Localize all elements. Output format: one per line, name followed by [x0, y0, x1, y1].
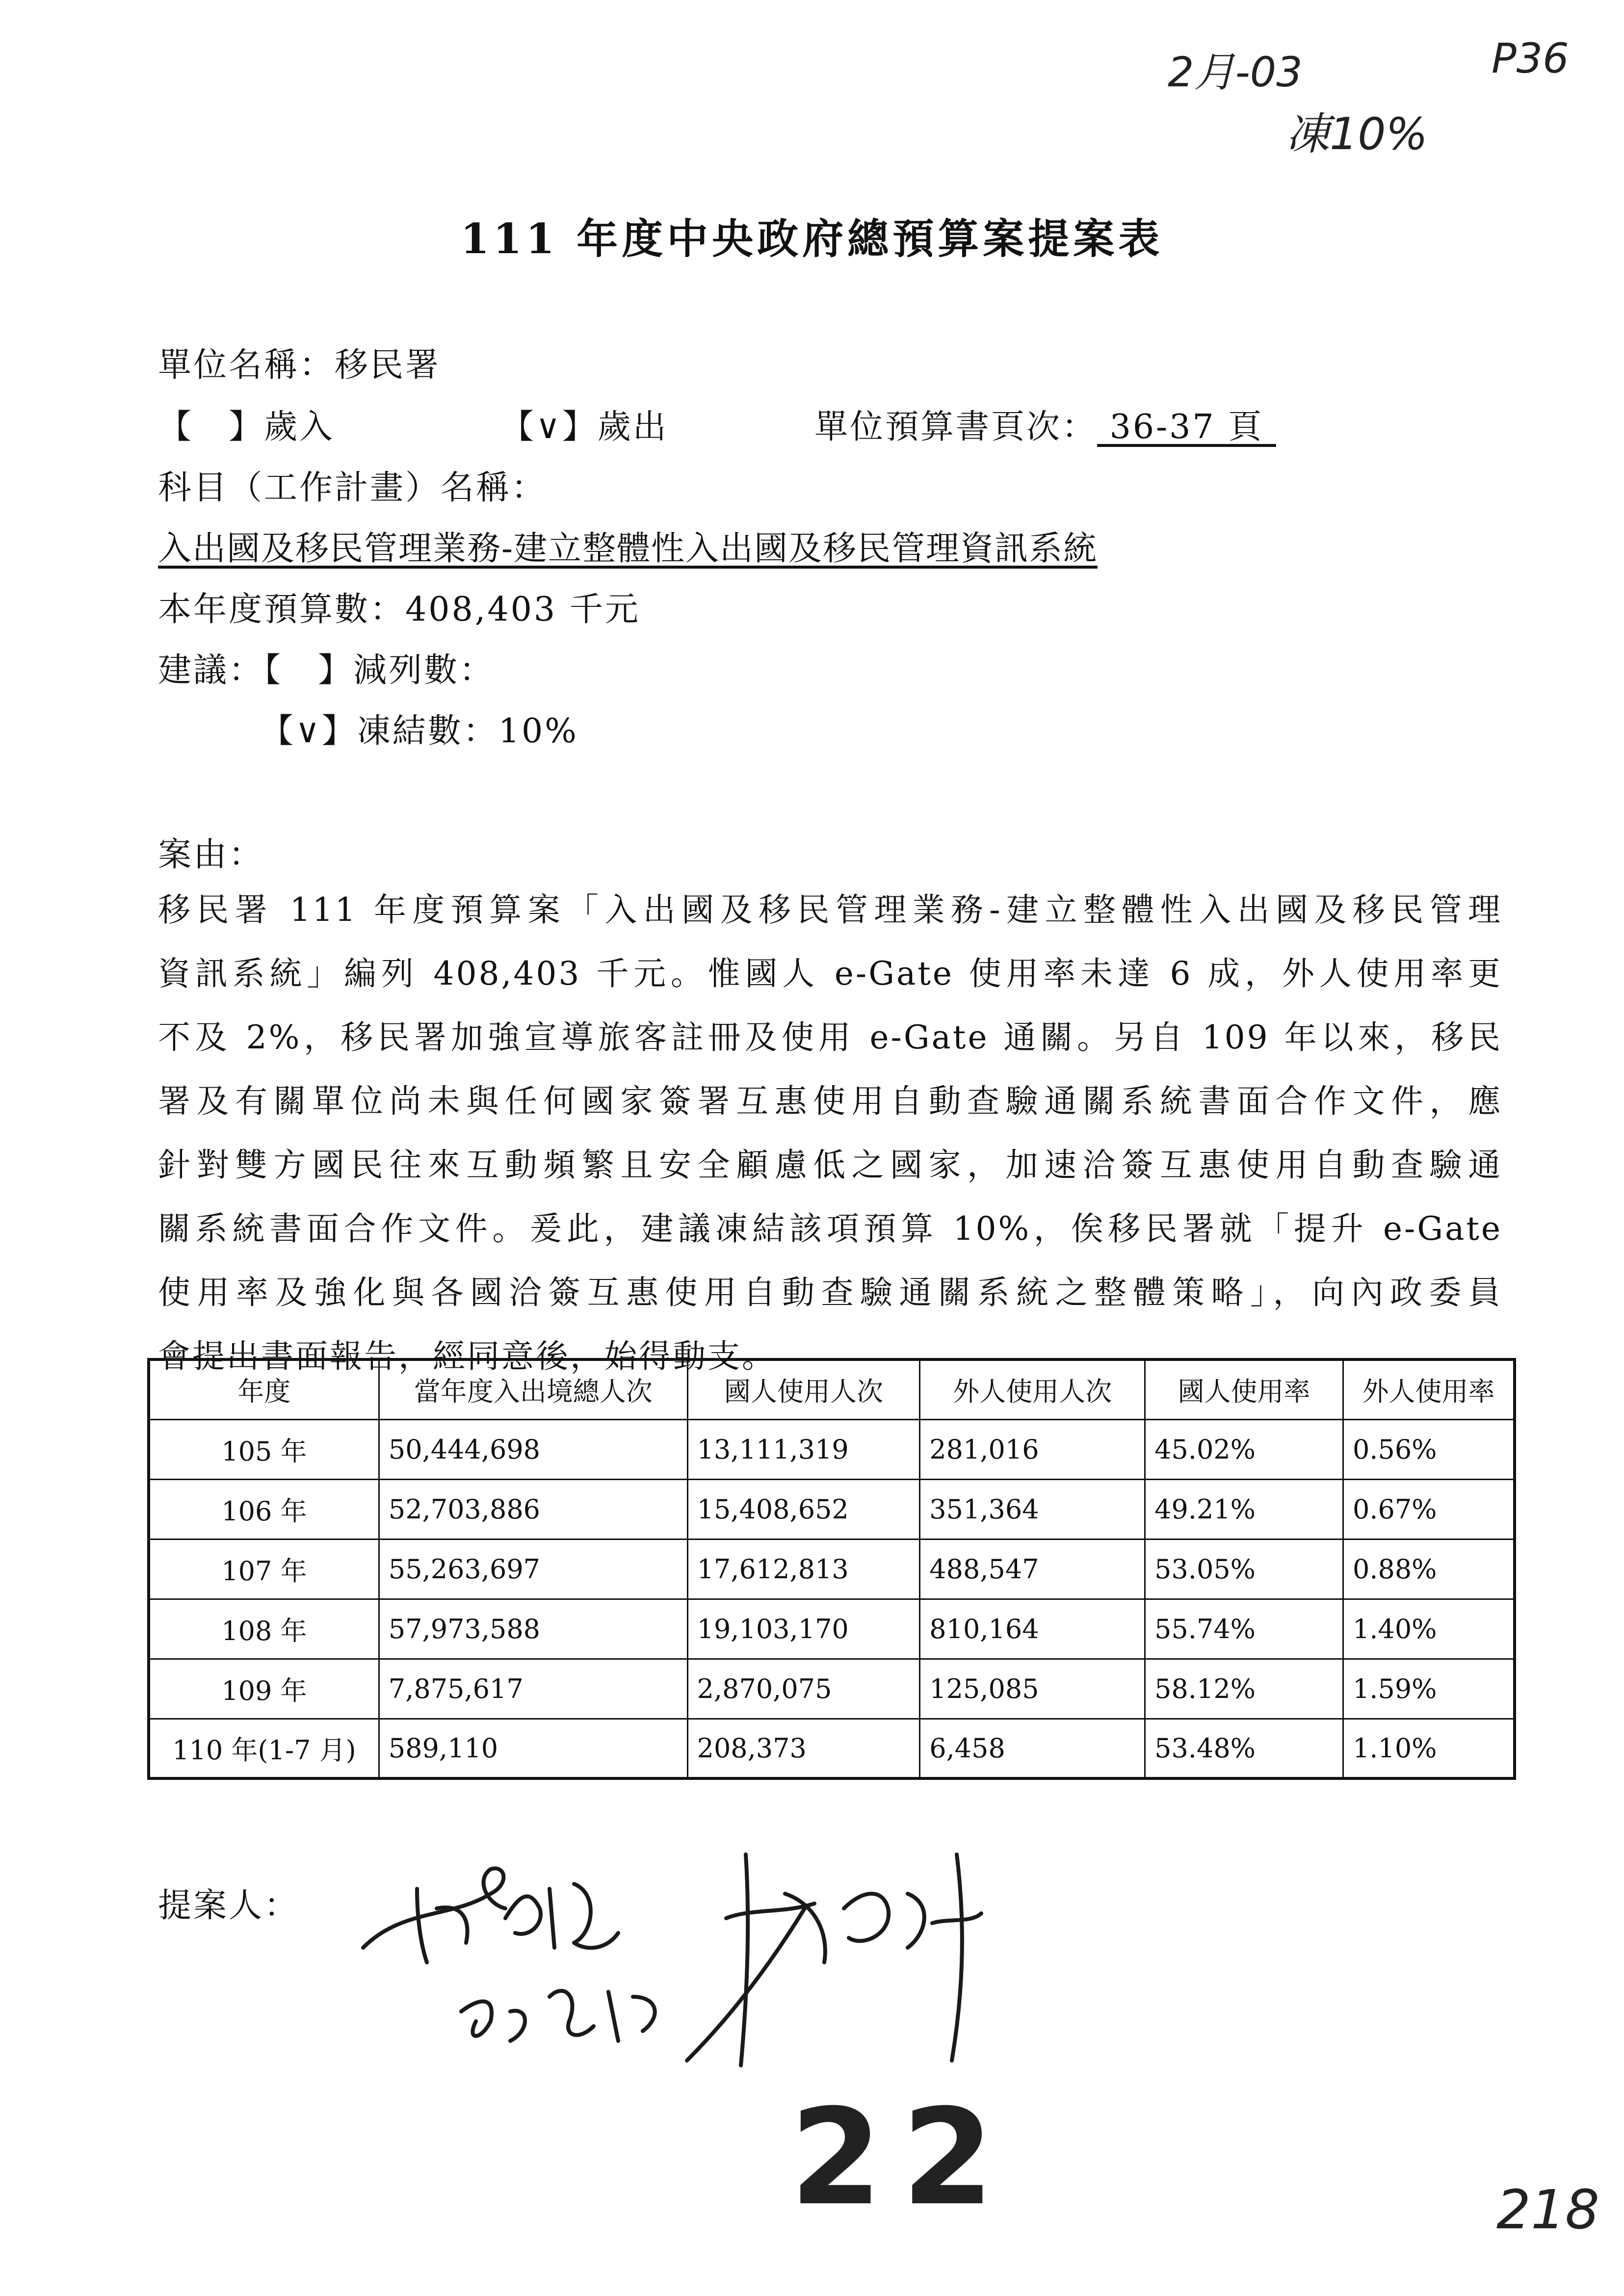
column-header: 外人使用人次 — [920, 1359, 1145, 1419]
table-cell: 7,875,617 — [379, 1659, 687, 1719]
unit-line — [158, 339, 441, 386]
reason-line: 會提出書面報告，經同意後，始得動支。 — [158, 1337, 776, 1375]
reason-line: 移民署 111 年度預算案「入出國及移民管理業務-建立整體性入出國及移民管理 — [158, 891, 1502, 929]
table-cell: 53.48% — [1145, 1719, 1343, 1778]
column-header: 年度 — [149, 1359, 379, 1419]
reason-line: 使用率及強化與各國洽簽互惠使用自動查驗通關系統之整體策略」，向內政委員 — [158, 1274, 1502, 1311]
table-header-row — [149, 1359, 1515, 1419]
table-cell: 49.21% — [1145, 1479, 1343, 1539]
table-cell: 13,111,319 — [687, 1419, 920, 1479]
table-cell: 53.05% — [1145, 1539, 1343, 1599]
column-header: 國人使用率 — [1145, 1359, 1343, 1419]
expenditure-label: 歲出 — [597, 408, 668, 446]
page-title: 111 年度中央政府總預算案提案表 — [460, 214, 1164, 263]
revenue-checkbox: 【 】 — [158, 408, 264, 446]
table-cell: 1.10% — [1343, 1719, 1515, 1778]
table-cell: 58.12% — [1145, 1659, 1343, 1719]
column-header: 國人使用人次 — [687, 1359, 920, 1419]
table-cell: 810,164 — [920, 1599, 1145, 1659]
budget-page-value: 36-37 頁 — [1097, 408, 1276, 446]
table-cell: 6,458 — [920, 1719, 1145, 1778]
reason-label: 案由： — [158, 835, 264, 874]
table-cell: 1.59% — [1343, 1659, 1515, 1719]
handwritten-freeze-note: 凍10% — [1285, 108, 1428, 160]
table-cell: 57,973,588 — [379, 1599, 687, 1659]
table-cell: 17,612,813 — [687, 1539, 920, 1599]
table-cell: 110 年(1-7 月) — [149, 1719, 379, 1778]
table-cell: 15,408,652 — [687, 1479, 920, 1539]
table-cell: 108 年 — [149, 1599, 379, 1659]
table-cell: 45.02% — [1145, 1419, 1343, 1479]
reason-line: 不及 2%，移民署加強宣導旅客註冊及使用 e-Gate 通關。另自 109 年以來，移民 — [158, 1018, 1502, 1056]
reason-paragraph — [158, 878, 1502, 1388]
table-cell: 0.67% — [1343, 1479, 1515, 1539]
table-row — [149, 1479, 1515, 1539]
freeze-label: 凍結數：10% — [357, 712, 578, 751]
suggestion-cut — [158, 644, 495, 691]
reason-line: 關系統書面合作文件。爰此，建議凍結該項預算 10%，俟移民署就「提升 e-Gate — [158, 1210, 1502, 1248]
table-cell: 2,870,075 — [687, 1659, 920, 1719]
table-row — [149, 1419, 1515, 1479]
expenditure-checkbox: 【∨】 — [500, 408, 598, 446]
table-cell: 52,703,886 — [379, 1479, 687, 1539]
table-cell: 109 年 — [149, 1659, 379, 1719]
table-cell: 106 年 — [149, 1479, 379, 1539]
table-cell: 19,103,170 — [687, 1599, 920, 1659]
table-cell: 107 年 — [149, 1539, 379, 1599]
expenditure-option — [500, 400, 668, 448]
table-cell: 589,110 — [379, 1719, 687, 1778]
table-cell: 1.40% — [1343, 1599, 1515, 1659]
table-row — [149, 1659, 1515, 1719]
table-cell: 351,364 — [920, 1479, 1145, 1539]
table-cell: 50,444,698 — [379, 1419, 687, 1479]
budget-page-label: 單位預算書頁次： — [814, 408, 1098, 446]
table-cell: 55,263,697 — [379, 1539, 687, 1599]
table-cell: 55.74% — [1145, 1599, 1343, 1659]
table-cell: 105 年 — [149, 1419, 379, 1479]
table-row — [149, 1539, 1515, 1599]
column-header: 外人使用率 — [1343, 1359, 1515, 1419]
table-cell: 0.88% — [1343, 1539, 1515, 1599]
revenue-label: 歲入 — [264, 408, 335, 446]
usage-table — [147, 1358, 1516, 1780]
proposer-label: 提案人： — [158, 1886, 300, 1925]
handwritten-page-code: P36 — [1492, 34, 1569, 82]
reason-line: 針對雙方國民往來互動頻繁且安全顧慮低之國家，加速洽簽互惠使用自動查驗通 — [158, 1146, 1502, 1184]
unit-label: 單位名稱： — [158, 346, 335, 385]
table-row — [149, 1599, 1515, 1659]
handwritten-page-number: 218 — [1496, 2178, 1599, 2241]
column-header: 當年度入出境總人次 — [379, 1359, 687, 1419]
reason-line: 資訊系統」編列 408,403 千元。惟國人 e-Gate 使用率未達 6 成，外人使用率更 — [158, 955, 1502, 992]
unit-value: 移民署 — [335, 346, 441, 385]
cut-label: 減列數： — [353, 651, 495, 690]
table-row — [149, 1719, 1515, 1778]
subject-label: 科目（工作計畫）名稱： — [158, 469, 547, 507]
revenue-option — [158, 400, 335, 448]
subject-value: 入出國及移民管理業務-建立整體性入出國及移民管理資訊系統 — [158, 529, 1098, 568]
budget-page-ref — [814, 400, 1276, 448]
handwritten-number: 22 — [790, 2080, 1014, 2235]
table-cell: 0.56% — [1343, 1419, 1515, 1479]
table-cell: 208,373 — [687, 1719, 920, 1778]
budget-amount: 本年度預算數：408,403 千元 — [158, 590, 640, 629]
freeze-checkbox: 【∨】 — [260, 712, 357, 751]
reason-line: 署及有關單位尚未與任何國家簽署互惠使用自動查驗通關系統書面合作文件，應 — [158, 1082, 1502, 1120]
suggestion-freeze — [260, 704, 578, 752]
table-cell: 488,547 — [920, 1539, 1145, 1599]
table-cell: 281,016 — [920, 1419, 1145, 1479]
suggestion-label: 建議： — [158, 651, 264, 690]
table-cell: 125,085 — [920, 1659, 1145, 1719]
cut-checkbox: 【 】 — [264, 651, 354, 690]
handwritten-date: 2月-03 — [1168, 48, 1303, 96]
